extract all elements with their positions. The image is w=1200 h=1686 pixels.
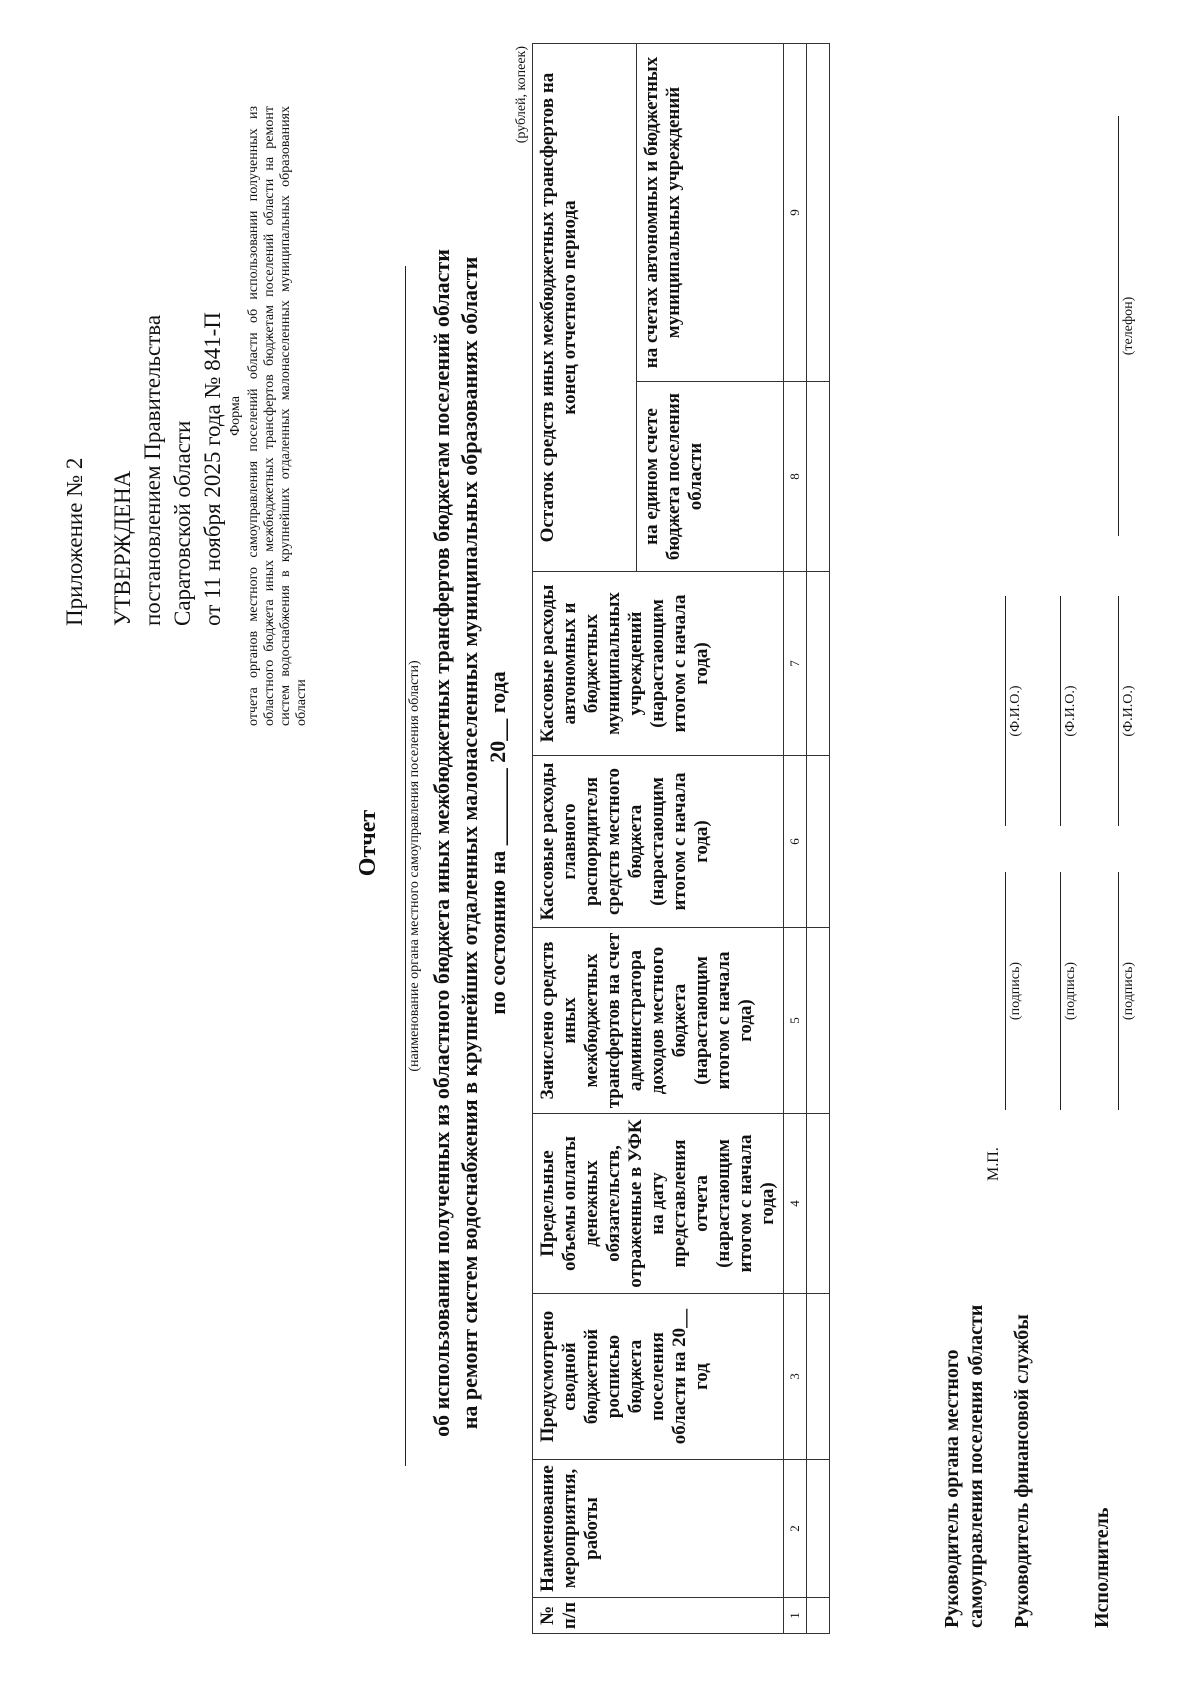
- executor-phone-line: [1118, 116, 1119, 536]
- units-note: (рублей, копеек): [514, 46, 529, 144]
- head-name-caption: (Ф.И.О.): [1008, 685, 1023, 737]
- header-col-8: на едином счете бюджета поселения области: [636, 382, 783, 572]
- empty-cell: [807, 1114, 830, 1294]
- finance-name-caption: (Ф.И.О.): [1063, 685, 1078, 737]
- form-caption: [228, 106, 310, 726]
- head-signature-caption: (подпись): [1008, 961, 1023, 1021]
- head-label-line-1: Руководитель органа местного: [941, 1349, 963, 1628]
- empty-cell: [807, 928, 830, 1114]
- head-signature-label: [940, 1305, 988, 1628]
- number-cell: 1: [784, 1598, 807, 1634]
- appendix-number: Приложение № 2: [62, 457, 87, 626]
- empty-cell: [807, 1294, 830, 1460]
- number-cell: 5: [784, 928, 807, 1114]
- executor-signature-caption: (подпись): [1121, 961, 1136, 1021]
- head-label-line-2: самоуправления поселения области: [965, 1304, 987, 1628]
- form-caption-heading: Форма: [228, 396, 243, 436]
- executor-name-line: [1118, 596, 1119, 826]
- number-cell: 8: [784, 382, 807, 572]
- number-cell: 7: [784, 572, 807, 756]
- table-number-row: [784, 43, 807, 1633]
- finance-signature-caption: (подпись): [1063, 961, 1078, 1021]
- finance-name-line: [1060, 596, 1061, 826]
- approval-block: [60, 106, 228, 626]
- header-col-5: Зачислено средств иных межбюджетных трансфертов на счет администратора доходов местного бюджета (нарастающим итогом с начала года): [533, 928, 784, 1114]
- header-col-3: Предусмотрено сводной бюджетной росписью бюджета поселения области на 20__ год: [533, 1294, 784, 1460]
- approval-line-2: Саратовской области: [170, 420, 195, 626]
- header-col-6: Кассовые расходы главного распорядителя средств местного бюджета (нарастающим итогом с начала года): [533, 756, 784, 928]
- number-cell: 4: [784, 1114, 807, 1294]
- approval-line-1: постановлением Правительства: [140, 314, 165, 626]
- header-col-1: № п/п: [533, 1598, 784, 1634]
- empty-cell: [807, 756, 830, 928]
- table-empty-row: [807, 43, 830, 1633]
- form-caption-text: отчета органов местного самоуправления поселений области об использовании полученных из областного бюджета иных межбюджетных трансфертов бюджетам поселений области на ремонт систем водоснабжения в крупнейших отдаленных малонаселенных муниципальных образованиях области: [246, 106, 309, 726]
- table-header-row-1: [533, 43, 637, 1633]
- number-cell: 3: [784, 1294, 807, 1460]
- executor-signature-line: [1118, 872, 1119, 1110]
- header-group-8-9: Остаток средств иных межбюджетных трансфертов на конец отчетного периода: [533, 43, 637, 571]
- empty-cell: [807, 572, 830, 756]
- header-col-2: Наименование мероприятия, работы: [533, 1460, 784, 1598]
- org-name-caption: (наименование органа местного самоуправления поселения области): [407, 660, 422, 1072]
- finance-signature-line: [1060, 872, 1061, 1110]
- empty-cell: [807, 382, 830, 572]
- header-col-4: Предельные объемы оплаты денежных обязательств, отраженные в УФК на дату представления отчета (нарастающим итогом с начала года): [533, 1114, 784, 1294]
- empty-cell: [807, 43, 830, 381]
- empty-cell: [807, 1598, 830, 1634]
- report-table: [532, 43, 830, 1634]
- executor-phone-caption: (телефон): [1121, 296, 1136, 356]
- report-subject: [428, 60, 512, 1626]
- executor-name-caption: (Ф.И.О.): [1121, 685, 1136, 737]
- header-col-9: на счетах автономных и бюджетных муниципальных учреждений: [636, 43, 783, 381]
- org-name-line: [405, 266, 406, 1466]
- stamp-mark: М.П.: [985, 1147, 1002, 1181]
- approved-label: УТВЕРЖДЕНА: [110, 470, 135, 626]
- head-signature-line: [1005, 872, 1006, 1110]
- empty-cell: [807, 1460, 830, 1598]
- number-cell: 2: [784, 1460, 807, 1598]
- approval-line-3: от 11 ноября 2025 года № 841-П: [200, 312, 225, 626]
- subject-line-2: на ремонт систем водоснабжения в крупнейших отдаленных малонаселенных муниципальных образованиях области: [457, 256, 482, 1430]
- subject-line-1: об использовании полученных из областного бюджета иных межбюджетных трансфертов бюджетам поселений области: [429, 249, 454, 1437]
- finance-signature-label: Руководитель финансовой службы: [1011, 1314, 1033, 1628]
- as-of-date: по состоянию на _______ 20__ года: [485, 671, 510, 1015]
- header-col-7: Кассовые расходы автономных и бюджетных муниципальных учреждений (нарастающим итогом с начала года): [533, 572, 784, 756]
- head-name-line: [1005, 596, 1006, 826]
- executor-label: Исполнитель: [1091, 1507, 1113, 1628]
- number-cell: 6: [784, 756, 807, 928]
- report-title: Отчет: [355, 809, 381, 877]
- number-cell: 9: [784, 43, 807, 381]
